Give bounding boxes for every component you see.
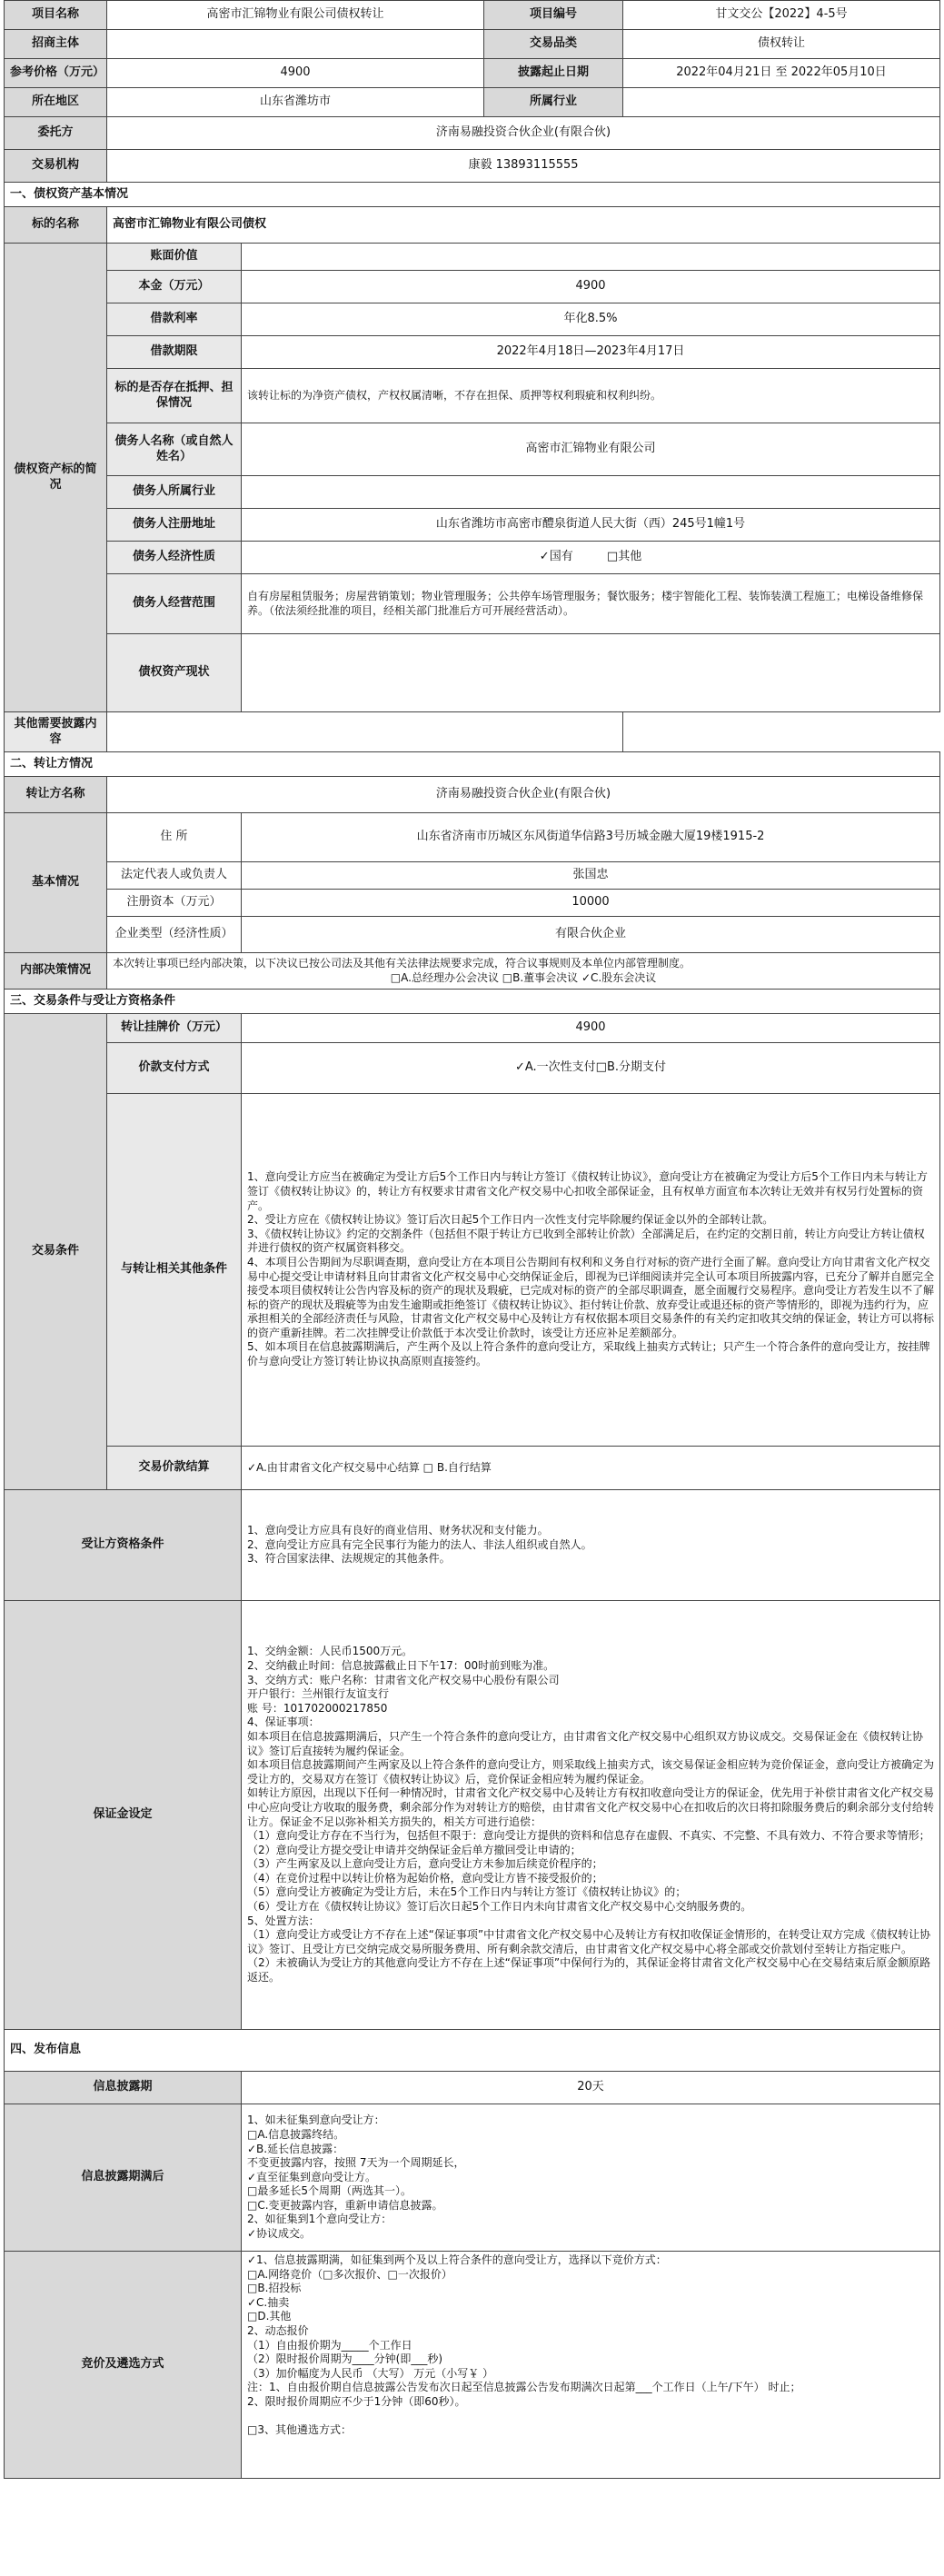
settle-label: 交易价款结算 xyxy=(107,1447,242,1490)
agency-label: 交易机构 xyxy=(5,150,107,183)
payment: ✓A.一次性支付□B.分期支付 xyxy=(242,1043,940,1094)
rate-label: 借款利率 xyxy=(107,303,242,336)
header-row-2 xyxy=(5,30,940,59)
location: 山东省潍坊市 xyxy=(107,88,484,117)
announcement-table xyxy=(4,0,940,2479)
debtor-scope-label: 债务人经营范围 xyxy=(107,574,242,634)
qual-label: 受让方资格条件 xyxy=(5,1490,242,1601)
listing-price: 4900 xyxy=(242,1014,940,1043)
face-value-label: 账面价值 xyxy=(107,244,242,271)
section-2-title: 二、转让方情况 xyxy=(5,752,940,777)
related-label: 与转让相关其他条件 xyxy=(107,1094,242,1447)
decision-label: 内部决策情况 xyxy=(5,953,107,990)
ent-type: 有限合伙企业 xyxy=(242,917,940,953)
addr: 山东省济南市历城区东风街道华信路3号历城金融大厦19楼1915-2 xyxy=(242,813,940,862)
rate: 年化8.5% xyxy=(242,303,940,336)
addr-label: 住 所 xyxy=(107,813,242,862)
header-row-6 xyxy=(5,150,940,183)
trade-type-label: 交易品类 xyxy=(484,30,623,59)
capital-label: 注册资本（万元） xyxy=(107,890,242,917)
trade-type: 债权转让 xyxy=(623,30,940,59)
after-label: 信息披露期满后 xyxy=(5,2104,242,2252)
section-3-title: 三、交易条件与受让方资格条件 xyxy=(5,990,940,1014)
basic-label: 基本情况 xyxy=(5,813,107,953)
nature-state-owned-checkbox: ✓国有 xyxy=(539,550,573,564)
target-label: 标的名称 xyxy=(5,207,107,244)
project-no-label: 项目编号 xyxy=(484,1,623,30)
bidder-label: 招商主体 xyxy=(5,30,107,59)
location-label: 所在地区 xyxy=(5,88,107,117)
settle: ✓A.由甘肃省文化产权交易中心结算 □ B.自行结算 xyxy=(242,1447,940,1490)
after-period: 1、如未征集到意向受让方： □A.信息披露终结。 ✓B.延长信息披露： 不变更披露内容，按照 7天为一个周期延长， ✓直至征集到意向受让方。 □最多延长5个周期（两选其一）。 □C.变更披露内容，重新申请信息披露。 2、如征集到1个意向受让方： ✓协议成交。 xyxy=(242,2104,940,2252)
target-name: 高密市汇锦物业有限公司债权 xyxy=(107,207,940,244)
ent-type-label: 企业类型（经济性质） xyxy=(107,917,242,953)
summary-label: 债权资产标的简况 xyxy=(5,244,107,712)
status xyxy=(242,634,940,712)
principal: 4900 xyxy=(242,271,940,303)
header-row-4 xyxy=(5,88,940,117)
debtor-nature xyxy=(242,542,940,574)
related-conditions: 1、意向受让方应当在被确定为受让方后5个工作日内与转让方签订《债权转让协议》，意向受让方在被确定为受让方后5个工作日内未与转让方签订《债权转让协议》的，转让方有权要求甘肃省文化产权交易中心扣收全部保证金，且有权单方面宣布本次转让无效并有权另行处置标的资产。 2、受让方应在《债权转让协议》签订后次日起5个工作日内一次性支付完毕除履约保证金以外的全部转让款。 3、《债权转让协议》约定的交割条件（包括但不限于转让方已收到全部转让价款）全部满足后，在约定的交割日前，转让方向受让方转让债权并进行债权的资产权属资料移交。 4、本项目公告期间为尽职调查期，意向受让方在本项目公告期间有权利和义务自行对标的资产进行全面了解。意向受让方向甘肃省文化产权交易中心提交受让申请材料且向甘肃省文化产权交易中心交纳保证金后，即视为已详细阅读并完全认可本项目所披露内容，已充分了解并自愿完全接受本项目债权转让公告内容及标的资产的现状及瑕疵，已完成对标的资产的全部尽职调查，愿全面履行交易程序。意向受让方若发生以不了解标的资产的现状及瑕疵等为由发生逾期或拒绝签订《债权转让协议》、拒付转让价款、放弃受让或退还标的资产等情形的，即视为违约行为，应承担相关的全部经济责任与风险，甘肃省文化产权交易中心及转让方有权依据本项目交易条件的有关约定扣收其交纳的保证金，转让方可以将标的资产重新挂牌。若二次挂牌受让价款低于本次受让价款时，该受让方还应补足差额部分。 5、如本项目在信息披露期满后，产生两个及以上符合条件的意向受让方，采取线上抽卖方式转让；只产生一个符合条件的意向受让方，按挂牌价与意向受让方签订转让协议执高原则直接签约。 xyxy=(242,1094,940,1447)
period: 20天 xyxy=(242,2072,940,2104)
transferor-label: 转让方名称 xyxy=(5,777,107,813)
period-label: 信息披露期 xyxy=(5,2072,242,2104)
page xyxy=(4,0,939,2479)
entrust-label: 委托方 xyxy=(5,117,107,150)
project-name: 高密市汇锦物业有限公司债权转让 xyxy=(107,1,484,30)
face-value xyxy=(242,244,940,271)
header-row-3 xyxy=(5,59,940,88)
section-4-title: 四、发布信息 xyxy=(5,2030,940,2072)
debtor-addr: 山东省潍坊市高密市醴泉街道人民大街（西）245号1幢1号 xyxy=(242,509,940,542)
pledge-label: 标的是否存在抵押、担保情况 xyxy=(107,369,242,423)
term: 2022年4月18日—2023年4月17日 xyxy=(242,336,940,369)
qualifications: 1、意向受让方应具有良好的商业信用、财务状况和支付能力。 2、意向受让方应具有完全民事行为能力的法人、非法人组织或自然人。 3、符合国家法律、法规规定的其他条件。 xyxy=(242,1490,940,1601)
deposit-label: 保证金设定 xyxy=(5,1601,242,2030)
header-row-1 xyxy=(5,1,940,30)
project-no: 甘文交公【2022】4-5号 xyxy=(623,1,940,30)
status-label: 债权资产现状 xyxy=(107,634,242,712)
deposit: 1、交纳金额：人民币1500万元。 2、交纳截止时间：信息披露截止日下午17：00时前到账为准。 3、交纳方式：账户名称：甘肃省文化产权交易中心股份有限公司 开户银行：兰州银行友谊支行 账 号：101702000217850 4、保证事项： 如本项目在信息披露期满后，只产生一个符合条件的意向受让方，由甘肃省文化产权交易中心组织双方协议成交。交易保证金在《债权转让协议》签订后直接转为履约保证金。 如本项目信息披露期间产生两家及以上符合条件的意向受让方，则采取线上抽卖方式，该交易保证金相应转为竞价保证金，意向受让方被确定为受让方的，交易双方在签订《债权转让协议》后，竞价保证金相应转为履约保证金。 如转让方原因，出现以下任何一种情况时，甘肃省文化产权交易中心及转让方有权扣收意向受让方的保证金，优先用于补偿甘肃省文化产权交易中心应向受让方收取的服务费，剩余部分作为对转让方的赔偿，由甘肃省文化产权交易中心在扣收后的次日将扣除服务费后的剩余部分支付给转让方。保证金不足以弥补相关方损失的，相关方可进行追偿： （1）意向受让方存在不当行为，包括但不限于：意向受让方提供的资料和信息存在虚假、不真实、不完整、不具有效力、不符合要求等情形； （2）意向受让方提交受让申请并交纳保证金后单方撤回受让申请的； （3）产生两家及以上意向受让方后，意向受让方未参加后续竞价程序的； （4）在竞价过程中以转让价格为起始价格，意向受让方皆不接受报价的； （5）意向受让方被确定为受让方后，未在5个工作日内与转让方签订《债权转让协议》的； （6）受让方在《债权转让协议》签订后次日起5个工作日内未向甘肃省文化产权交易中心交纳服务费的。 5、处置方法： （1）意向受让方或受让方不存在上述“保证事项”中甘肃省文化产权交易中心及转让方有权扣收保证金情形的，在转受让双方完成《债权转让协议》签订、且受让方已交纳完成交易所服务费用、所有剩余款交清后，由甘肃省文化产权交易中心将全部或交价款划付至转让方指定账户。 （2）未被确认为受让方的其他意向受让方不存在上述“保证事项”中保何行为的，其保证金将甘肃省文化产权交易中心在交易结束后原金额原路返还。 xyxy=(242,1601,940,2030)
rep: 张国忠 xyxy=(242,862,940,890)
transferor: 济南易融投资合伙企业(有限合伙) xyxy=(107,777,940,813)
other-label: 其他需要披露内容 xyxy=(5,712,107,752)
listing-price-label: 转让挂牌价（万元） xyxy=(107,1014,242,1043)
industry xyxy=(623,88,940,117)
method-label: 竞价及遴选方式 xyxy=(5,2252,242,2479)
industry-label: 所属行业 xyxy=(484,88,623,117)
term-label: 借款期限 xyxy=(107,336,242,369)
ref-price: 4900 xyxy=(107,59,484,88)
trade-cond-label: 交易条件 xyxy=(5,1014,107,1490)
pledge: 该转让标的为净资产债权，产权权属清晰，不存在担保、质押等权利瑕疵和权利纠纷。 xyxy=(242,369,940,423)
debtor: 高密市汇锦物业有限公司 xyxy=(242,423,940,476)
debtor-label: 债务人名称（或自然人姓名） xyxy=(107,423,242,476)
debtor-addr-label: 债务人注册地址 xyxy=(107,509,242,542)
ref-price-label: 参考价格（万元） xyxy=(5,59,107,88)
disclosure-period-label: 披露起止日期 xyxy=(484,59,623,88)
entrust: 济南易融投资合伙企业(有限合伙) xyxy=(107,117,940,150)
agency: 康毅 13893115555 xyxy=(107,150,940,183)
disclosure-period: 2022年04月21日 至 2022年05月10日 xyxy=(623,59,940,88)
header-row-5 xyxy=(5,117,940,150)
section-1-title: 一、债权资产基本情况 xyxy=(5,183,940,207)
debtor-industry xyxy=(242,476,940,509)
rep-label: 法定代表人或负责人 xyxy=(107,862,242,890)
debtor-scope: 自有房屋租赁服务；房屋营销策划；物业管理服务；公共停车场管理服务；餐饮服务；楼宇智能化工程、装饰装潢工程施工；电梯设备维修保养。（依法须经批准的项目，经相关部门批准后方可开展经营活动）。 xyxy=(242,574,940,634)
payment-label: 价款支付方式 xyxy=(107,1043,242,1094)
debtor-nature-label: 债务人经济性质 xyxy=(107,542,242,574)
decision-line-1: 本次转让事项已经内部决策，以下决议已按公司法及其他有关法律法规要求完成，符合议事规则及本单位内部管理制度。 xyxy=(113,956,691,970)
bidder xyxy=(107,30,484,59)
nature-other-checkbox: □其他 xyxy=(606,550,642,564)
principal-label: 本金（万元） xyxy=(107,271,242,303)
project-name-label: 项目名称 xyxy=(5,1,107,30)
method: ✓1、信息披露期满，如征集到两个及以上符合条件的意向受让方，选择以下竞价方式： □A.网络竞价（□多次报价、□一次报价） □B.招投标 ✓C.抽卖 □D.其他 2、动态报价 （1）自由报价期为_____个工作日 （2）限时报价周期为____分钟(即___秒) （3）加价幅度为人民币 （大写） 万元（小写￥ ） 注：1、自由报价期自信息披露公告发布次日起至信息披露公告发布期满次日起第___个工作日（上午/下午） 时止； 2、限时报价周期应不少于1分钟（即60秒）。 □3、其他遴选方式： xyxy=(242,2252,940,2479)
capital: 10000 xyxy=(242,890,940,917)
other xyxy=(107,712,623,752)
debtor-industry-label: 债务人所属行业 xyxy=(107,476,242,509)
decision-line-2: □A.总经理办公会决议 □B.董事会决议 ✓C.股东会决议 xyxy=(390,970,657,984)
decision xyxy=(107,953,940,990)
